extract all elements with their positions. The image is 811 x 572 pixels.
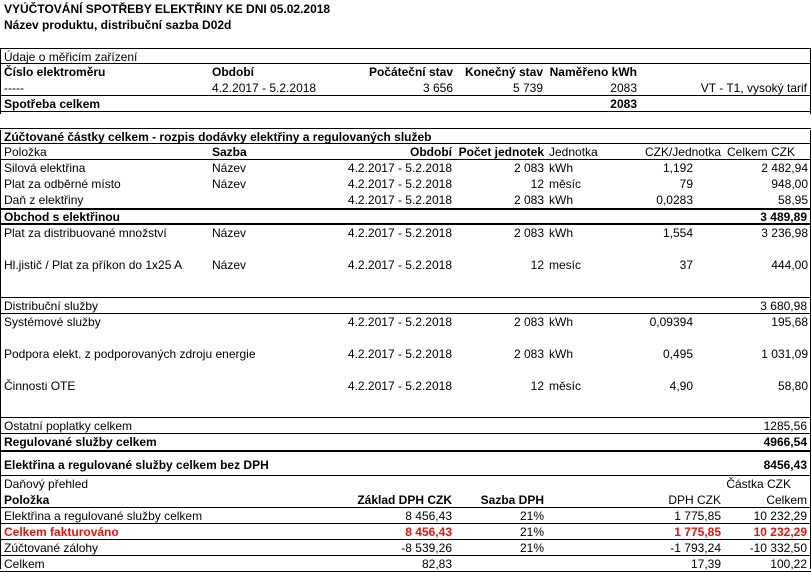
row-total: 2 482,94 bbox=[761, 161, 808, 175]
row-item: Silová elektřina bbox=[4, 161, 86, 175]
row-unit-price: 1,554 bbox=[662, 226, 693, 240]
tax-section-header bbox=[0, 476, 811, 492]
tax-col-total: Celkem bbox=[766, 493, 807, 507]
row-unit: kWh bbox=[549, 226, 573, 240]
tax-column-headers bbox=[0, 492, 811, 508]
trade-total-value: 3 489,89 bbox=[760, 210, 807, 224]
row-units: 2 083 bbox=[513, 161, 544, 175]
tax-row bbox=[0, 540, 811, 556]
row-period: 4.2.2017 - 5.2.2018 bbox=[347, 315, 452, 329]
tax-section-label: Daňový přehled bbox=[4, 477, 89, 491]
row-units: 2 083 bbox=[513, 315, 544, 329]
meter-measured: 2083 bbox=[610, 81, 637, 95]
meter-section-header bbox=[0, 48, 811, 64]
row-item: Činnosti OTE bbox=[4, 379, 76, 393]
tax-row-total: 100,22 bbox=[770, 557, 807, 571]
table-row bbox=[0, 176, 811, 192]
tax-row-base: 8 456,43 bbox=[405, 509, 452, 523]
row-units: 2 083 bbox=[513, 193, 544, 207]
distribution-total-label: Distribuční služby bbox=[4, 299, 99, 313]
tax-col-rate: Sazba DPH bbox=[480, 493, 544, 507]
row-unit: kWh bbox=[549, 161, 573, 175]
row-item: Systémové služby bbox=[4, 315, 101, 329]
tax-row-vat: 1 775,85 bbox=[674, 525, 721, 539]
other-total-label: Ostatní poplatky celkem bbox=[4, 419, 133, 433]
col-period: Období bbox=[212, 65, 254, 79]
row-unit: měsíc bbox=[549, 379, 582, 393]
col-period: Období bbox=[410, 145, 452, 159]
tax-row-item: Celkem fakturováno bbox=[4, 525, 119, 539]
tax-row-rate: 21% bbox=[519, 541, 544, 555]
table-row bbox=[0, 160, 811, 176]
row-unit-price: 0,495 bbox=[662, 347, 693, 361]
meter-end: 5 739 bbox=[512, 81, 543, 95]
col-total: Celkem CZK bbox=[726, 145, 795, 159]
tax-row bbox=[0, 556, 811, 572]
row-total: 195,68 bbox=[771, 315, 808, 329]
row-unit: kWh bbox=[549, 193, 573, 207]
col-end: Konečný stav bbox=[464, 65, 543, 79]
distribution-total-value: 3 680,98 bbox=[760, 299, 807, 313]
tax-row-item: Zúčtované zálohy bbox=[4, 541, 99, 555]
col-meter-no: Číslo elektroměru bbox=[4, 65, 106, 79]
row-rate: Název bbox=[212, 258, 247, 272]
amounts-section-label: Zúčtované částky celkem - rozpis dodávky elektřiny a regulovaných služeb bbox=[4, 130, 432, 144]
row-unit: kWh bbox=[549, 347, 573, 361]
row-total: 948,00 bbox=[771, 177, 808, 191]
row-item: Hl.jistič / Plat za příkon do 1x25 A bbox=[4, 258, 183, 272]
row-item: Daň z elektřiny bbox=[4, 193, 84, 207]
col-unit-price: CZK/Jednotka bbox=[644, 145, 721, 159]
row-unit-price: 0,09394 bbox=[649, 315, 693, 329]
meter-total-row bbox=[0, 96, 811, 112]
col-item: Položka bbox=[4, 145, 47, 159]
grand-total-value: 8456,43 bbox=[763, 458, 807, 472]
row-item: Plat za distribuované množství bbox=[4, 226, 167, 240]
row-unit-price: 4,90 bbox=[669, 379, 693, 393]
grand-total-row bbox=[0, 452, 811, 476]
table-row bbox=[0, 314, 811, 346]
meter-row bbox=[0, 80, 811, 96]
other-total-row bbox=[0, 417, 811, 434]
col-rate: Sazba bbox=[212, 145, 247, 159]
meter-start: 3 656 bbox=[422, 81, 453, 95]
meter-period: 4.2.2017 - 5.2.2018 bbox=[212, 81, 317, 95]
row-period: 4.2.2017 - 5.2.2018 bbox=[347, 258, 452, 272]
other-total-value: 1285,56 bbox=[763, 419, 807, 433]
tax-col-item: Položka bbox=[4, 493, 50, 507]
row-units: 12 bbox=[530, 177, 544, 191]
table-row bbox=[0, 257, 811, 289]
col-start: Počáteční stav bbox=[368, 65, 453, 79]
tax-row-total: 10 232,29 bbox=[753, 509, 807, 523]
table-row bbox=[0, 346, 811, 378]
tax-row bbox=[0, 524, 811, 540]
tax-row-total: 10 232,29 bbox=[753, 525, 807, 539]
row-unit: kWh bbox=[549, 315, 573, 329]
row-item: Plat za odběrné místo bbox=[4, 177, 121, 191]
invoice-sheet bbox=[0, 48, 811, 572]
meter-total-value: 2083 bbox=[610, 97, 637, 111]
tax-row bbox=[0, 508, 811, 524]
meter-total-label: Spotřeba celkem bbox=[4, 97, 101, 111]
row-total: 444,00 bbox=[771, 258, 808, 272]
tax-row-vat: 1 775,85 bbox=[674, 509, 721, 523]
amounts-column-headers bbox=[0, 144, 811, 160]
regulated-total-label: Regulované služby celkem bbox=[4, 435, 157, 449]
tax-amount-label: Částka CZK bbox=[726, 477, 791, 491]
row-unit-price: 0,0283 bbox=[656, 193, 693, 207]
row-period: 4.2.2017 - 5.2.2018 bbox=[347, 193, 452, 207]
meter-no: ----- bbox=[4, 81, 24, 95]
tax-row-base: 82,83 bbox=[421, 557, 452, 571]
tax-col-base: Základ DPH CZK bbox=[357, 493, 452, 507]
regulated-total-row bbox=[0, 434, 811, 452]
meter-tariff: VT - T1, vysoký tarif bbox=[700, 81, 807, 95]
col-units: Počet jednotek bbox=[458, 145, 544, 159]
col-unit: Jednotka bbox=[549, 145, 598, 159]
row-units: 12 bbox=[530, 258, 544, 272]
table-row bbox=[0, 378, 811, 410]
row-rate: Název bbox=[212, 161, 247, 175]
meter-column-headers bbox=[0, 64, 811, 80]
table-row bbox=[0, 192, 811, 208]
row-period: 4.2.2017 - 5.2.2018 bbox=[347, 379, 452, 393]
row-unit: měsíc bbox=[549, 177, 582, 191]
row-units: 2 083 bbox=[513, 347, 544, 361]
row-period: 4.2.2017 - 5.2.2018 bbox=[347, 161, 452, 175]
row-period: 4.2.2017 - 5.2.2018 bbox=[347, 177, 452, 191]
trade-total-row bbox=[0, 208, 811, 225]
page-title: VYÚČTOVÁNÍ SPOTŘEBY ELEKTŘINY KE DNI 05.02.2018 bbox=[4, 2, 331, 16]
row-total: 58,95 bbox=[777, 193, 808, 207]
tax-col-vat: DPH CZK bbox=[668, 493, 721, 507]
tax-row-base: -8 539,26 bbox=[401, 541, 452, 555]
row-unit-price: 1,192 bbox=[662, 161, 693, 175]
amounts-section-header bbox=[0, 128, 811, 144]
tax-row-vat: -1 793,24 bbox=[670, 541, 721, 555]
tax-row-item: Celkem bbox=[4, 557, 45, 571]
row-total: 3 236,98 bbox=[761, 226, 808, 240]
trade-total-label: Obchod s elektřinou bbox=[4, 210, 121, 224]
row-period: 4.2.2017 - 5.2.2018 bbox=[347, 226, 452, 240]
row-total: 1 031,09 bbox=[761, 347, 808, 361]
distribution-total-row bbox=[0, 297, 811, 314]
row-unit-price: 79 bbox=[679, 177, 693, 191]
row-total: 58,80 bbox=[777, 379, 808, 393]
col-measured: Naměřeno kWh bbox=[549, 65, 637, 79]
row-rate: Název bbox=[212, 226, 247, 240]
tax-row-base: 8 456,43 bbox=[405, 525, 452, 539]
row-rate: Název bbox=[212, 177, 247, 191]
row-unit-price: 37 bbox=[679, 258, 693, 272]
row-units: 2 083 bbox=[513, 226, 544, 240]
row-period: 4.2.2017 - 5.2.2018 bbox=[347, 347, 452, 361]
table-row bbox=[0, 225, 811, 257]
tax-row-item: Elektřina a regulované služby celkem bbox=[4, 509, 203, 523]
row-item: Podpora elekt. z podporovaných zdroju energie bbox=[4, 347, 256, 361]
meter-section-label: Údaje o měřicím zařízení bbox=[4, 50, 138, 64]
grand-total-label: Elektřina a regulované služby celkem bez DPH bbox=[4, 458, 269, 472]
row-units: 12 bbox=[530, 379, 544, 393]
regulated-total-value: 4966,54 bbox=[763, 435, 807, 449]
page-subtitle: Název produktu, distribuční sazba D02d bbox=[4, 18, 232, 32]
tax-row-vat: 17,39 bbox=[690, 557, 721, 571]
tax-row-total: -10 332,50 bbox=[749, 541, 807, 555]
row-unit: mesíc bbox=[549, 258, 582, 272]
tax-row-rate: 21% bbox=[519, 509, 544, 523]
tax-row-rate: 21% bbox=[519, 525, 544, 539]
